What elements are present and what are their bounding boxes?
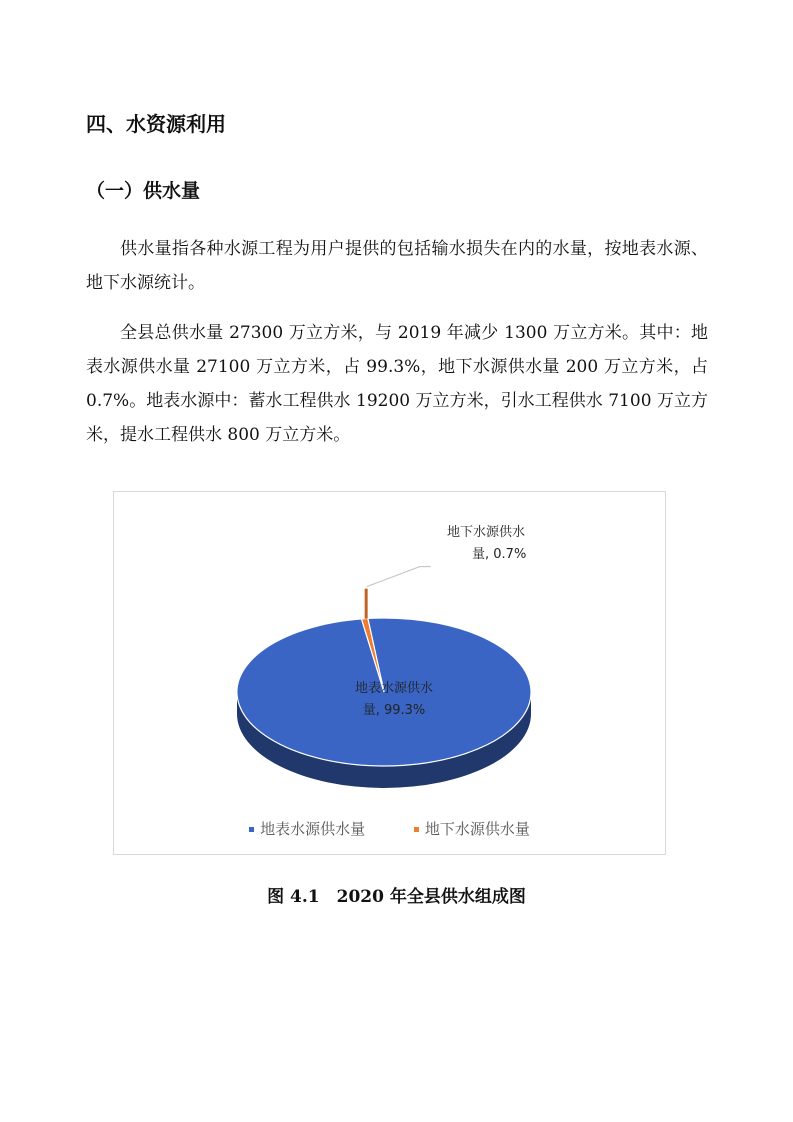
subsection-heading: （一）供水量: [86, 180, 201, 202]
data-label-ground-line2: 量, 0.7%: [472, 547, 527, 562]
legend-label-ground: 地下水源供水量: [424, 820, 530, 838]
paragraph-definition: 供水量指各种水源工程为用户提供的包括输水损失在内的水量，按地表水源、地下水源统计。: [86, 239, 708, 293]
section-heading: 四、水资源利用: [86, 112, 226, 136]
paragraph-supply-summary: 全县总供水量 27300 万立方米，与 2019 年减少 1300 万立方米。其中：地表水源供水量 27100 万立方米，占 99.3%，地下水源供水量 200 万立方米，占 0.7%。地表水源中：蓄水工程供水 19200 万立方米，引水工程供水 7100 万立方米，提水工程供水 800 万立方米。: [86, 323, 708, 445]
chart-legend: [114, 818, 665, 839]
legend-item-ground: [414, 818, 530, 839]
data-label-surface-line2: 量, 99.3%: [362, 703, 426, 718]
legend-label-surface: 地表水源供水量: [260, 820, 366, 838]
pie-chart: [114, 492, 665, 854]
data-label-ground-line1: 地下水源供水: [447, 525, 526, 540]
data-label-leader-line: [367, 567, 431, 587]
figure-caption: 图 4.1 2020 年全县供水组成图: [267, 887, 526, 907]
legend-item-surface: [249, 818, 365, 839]
data-label-surface-line1: 地表水源供水: [354, 681, 434, 696]
pie-chart-frame: [113, 491, 666, 855]
pie-slice-extrude-1: [365, 589, 368, 619]
legend-swatch-surface: [249, 827, 254, 832]
legend-swatch-ground: [414, 827, 419, 832]
